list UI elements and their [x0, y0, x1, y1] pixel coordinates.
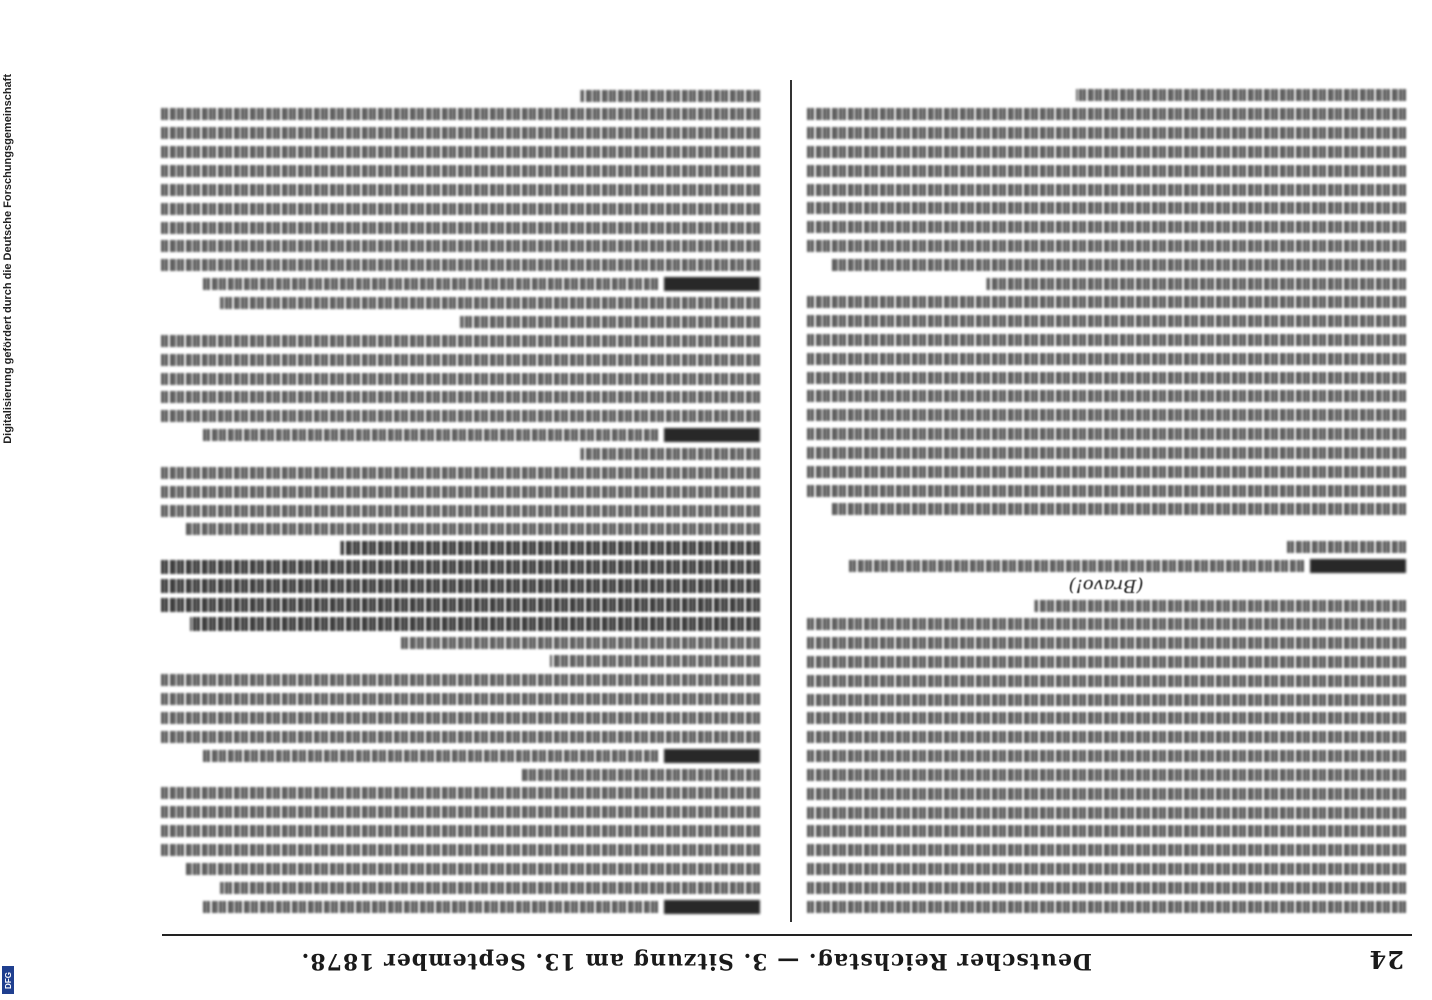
text-line [160, 727, 760, 746]
text-line [160, 765, 760, 784]
illegible-text [986, 278, 1406, 290]
illegible-text [806, 409, 1406, 421]
text-line [160, 784, 760, 803]
illegible-text [190, 617, 760, 631]
illegible-text [460, 316, 760, 328]
text-line [160, 105, 760, 124]
illegible-text [160, 674, 760, 686]
text-line [806, 596, 1406, 615]
illegible-text [830, 503, 1406, 515]
illegible-text [160, 165, 760, 177]
text-line [806, 274, 1406, 293]
column-divider [790, 80, 792, 922]
illegible-text [806, 390, 1406, 402]
text-line [160, 803, 760, 822]
illegible-text [806, 825, 1406, 837]
text-line [806, 368, 1406, 387]
illegible-text [580, 90, 760, 102]
dfg-logo [2, 966, 14, 994]
illegible-text [550, 655, 760, 667]
illegible-text [1286, 541, 1406, 553]
text-line [160, 671, 760, 690]
text-line [806, 406, 1406, 425]
illegible-text [160, 505, 760, 517]
speaker-name [1310, 559, 1406, 573]
illegible-text [202, 278, 658, 290]
illegible-text [806, 296, 1406, 308]
text-line [160, 162, 760, 181]
text-line [806, 387, 1406, 406]
text-line [806, 124, 1406, 143]
illegible-text [806, 184, 1406, 196]
text-line [160, 690, 760, 709]
page-header [162, 934, 1412, 980]
illegible-text [160, 787, 760, 799]
speaker-name [664, 900, 760, 914]
text-line [160, 199, 760, 218]
illegible-text [806, 712, 1406, 724]
text-line [160, 577, 760, 596]
illegible-text [1076, 89, 1406, 101]
scanned-page [90, 0, 1432, 1000]
text-line [160, 445, 760, 464]
illegible-text [806, 221, 1406, 233]
text-line [160, 595, 760, 614]
text-line [160, 539, 760, 558]
illegible-text [160, 259, 760, 271]
text-line [160, 558, 760, 577]
illegible-text [806, 882, 1406, 894]
illegible-text [160, 598, 760, 612]
text-line [160, 426, 760, 445]
text-line [160, 652, 760, 671]
text-line [160, 218, 760, 237]
illegible-text [1034, 600, 1406, 612]
illegible-text [160, 373, 760, 385]
dfg-logo-text: DFG [3, 971, 13, 989]
illegible-text [160, 108, 760, 120]
illegible-text [830, 259, 1406, 271]
text-line [806, 615, 1406, 634]
illegible-text [806, 372, 1406, 384]
text-line [160, 482, 760, 501]
speaker-name [664, 277, 760, 291]
text-line [806, 860, 1406, 879]
speaker-name [664, 428, 760, 442]
illegible-text [806, 447, 1406, 459]
illegible-text [160, 693, 760, 705]
illegible-text [806, 807, 1406, 819]
text-line [160, 859, 760, 878]
illegible-text [220, 297, 760, 309]
text-line [806, 349, 1406, 368]
illegible-text [202, 901, 658, 913]
illegible-text [160, 203, 760, 215]
illegible-text [160, 127, 760, 139]
text-line [806, 444, 1406, 463]
text-line [806, 822, 1406, 841]
illegible-text [806, 165, 1406, 177]
text-line [806, 462, 1406, 481]
illegible-text [160, 731, 760, 743]
illegible-text [806, 202, 1406, 214]
illegible-text [806, 750, 1406, 762]
illegible-text [160, 146, 760, 158]
text-line [806, 293, 1406, 312]
speaker-name [664, 749, 760, 763]
illegible-text [184, 523, 760, 535]
text-line [160, 463, 760, 482]
illegible-text [160, 467, 760, 479]
interjection-line [806, 575, 1406, 596]
text-line [160, 350, 760, 369]
illegible-text [160, 222, 760, 234]
illegible-text [202, 750, 658, 762]
illegible-text [806, 637, 1406, 649]
illegible-text [806, 656, 1406, 668]
illegible-text [160, 354, 760, 366]
text-line [160, 388, 760, 407]
illegible-text [806, 901, 1406, 913]
text-line [806, 331, 1406, 350]
running-head: Deutscher Reichstag. — 3. Sitzung am 13. September 1878. [300, 948, 1092, 974]
illegible-text [806, 863, 1406, 875]
illegible-text [806, 675, 1406, 687]
illegible-text [806, 694, 1406, 706]
illegible-text [160, 486, 760, 498]
text-line [806, 784, 1406, 803]
text-line [806, 728, 1406, 747]
illegible-text [202, 429, 658, 441]
illegible-text [806, 146, 1406, 158]
illegible-text [806, 108, 1406, 120]
text-line [806, 500, 1406, 519]
text-line [160, 369, 760, 388]
text-line [806, 425, 1406, 444]
illegible-text [160, 391, 760, 403]
digitization-credit-strip [0, 0, 16, 1000]
text-line [806, 556, 1406, 575]
text-line [806, 803, 1406, 822]
illegible-text [806, 788, 1406, 800]
illegible-text [806, 618, 1406, 630]
illegible-text [806, 315, 1406, 327]
illegible-text [160, 184, 760, 196]
text-line [806, 312, 1406, 331]
illegible-text [806, 334, 1406, 346]
text-line [160, 709, 760, 728]
text-line [806, 634, 1406, 653]
text-line [160, 407, 760, 426]
text-line [160, 275, 760, 294]
illegible-text [580, 448, 760, 460]
text-line [160, 294, 760, 313]
text-line [806, 143, 1406, 162]
illegible-text [160, 410, 760, 422]
text-line [806, 180, 1406, 199]
text-line [806, 653, 1406, 672]
illegible-text [806, 769, 1406, 781]
illegible-text [806, 428, 1406, 440]
illegible-text [806, 353, 1406, 365]
illegible-text [220, 882, 760, 894]
page-number: 24 [1368, 945, 1404, 974]
text-line [806, 671, 1406, 690]
text-line [806, 237, 1406, 256]
text-line [160, 633, 760, 652]
text-line [160, 878, 760, 897]
text-line [160, 331, 760, 350]
illegible-text [160, 844, 760, 856]
illegible-text [806, 844, 1406, 856]
illegible-text [160, 241, 760, 253]
text-line [806, 766, 1406, 785]
text-line [160, 256, 760, 275]
text-line [806, 105, 1406, 124]
illegible-text [160, 560, 760, 574]
illegible-text [806, 485, 1406, 497]
text-line [806, 218, 1406, 237]
text-line [806, 841, 1406, 860]
illegible-text [160, 825, 760, 837]
text-line [806, 199, 1406, 218]
text-line [806, 538, 1406, 557]
illegible-text [806, 127, 1406, 139]
illegible-text [848, 560, 1304, 572]
text-line [160, 746, 760, 765]
illegible-text [806, 240, 1406, 252]
text-line [806, 878, 1406, 897]
text-line [160, 501, 760, 520]
text-line [160, 841, 760, 860]
text-line [160, 822, 760, 841]
illegible-text [806, 731, 1406, 743]
text-line [806, 709, 1406, 728]
text-line [806, 255, 1406, 274]
text-line [160, 143, 760, 162]
text-line [160, 897, 760, 916]
illegible-text [806, 466, 1406, 478]
text-line [806, 481, 1406, 500]
illegible-text [160, 335, 760, 347]
illegible-text [160, 806, 760, 818]
text-line [160, 124, 760, 143]
text-line [160, 237, 760, 256]
text-line [160, 313, 760, 332]
illegible-text [160, 712, 760, 724]
text-line [160, 614, 760, 633]
illegible-text [400, 637, 760, 649]
paragraph-gap [806, 519, 1406, 538]
text-line [806, 86, 1406, 105]
text-line [806, 161, 1406, 180]
illegible-text [160, 579, 760, 593]
text-line [160, 180, 760, 199]
text-line [806, 690, 1406, 709]
illegible-text [184, 863, 760, 875]
illegible-text [340, 541, 760, 555]
text-column-right [160, 86, 760, 916]
text-line [806, 897, 1406, 916]
interjection-bravo: (Bravo!) [1068, 575, 1144, 597]
text-line [806, 747, 1406, 766]
illegible-text [520, 769, 760, 781]
digitization-credit: Digitalisierung gefördert durch die Deutsche Forschungsgemeinschaft [2, 74, 14, 444]
text-column-left [806, 86, 1406, 916]
text-line [160, 86, 760, 105]
text-line [160, 520, 760, 539]
